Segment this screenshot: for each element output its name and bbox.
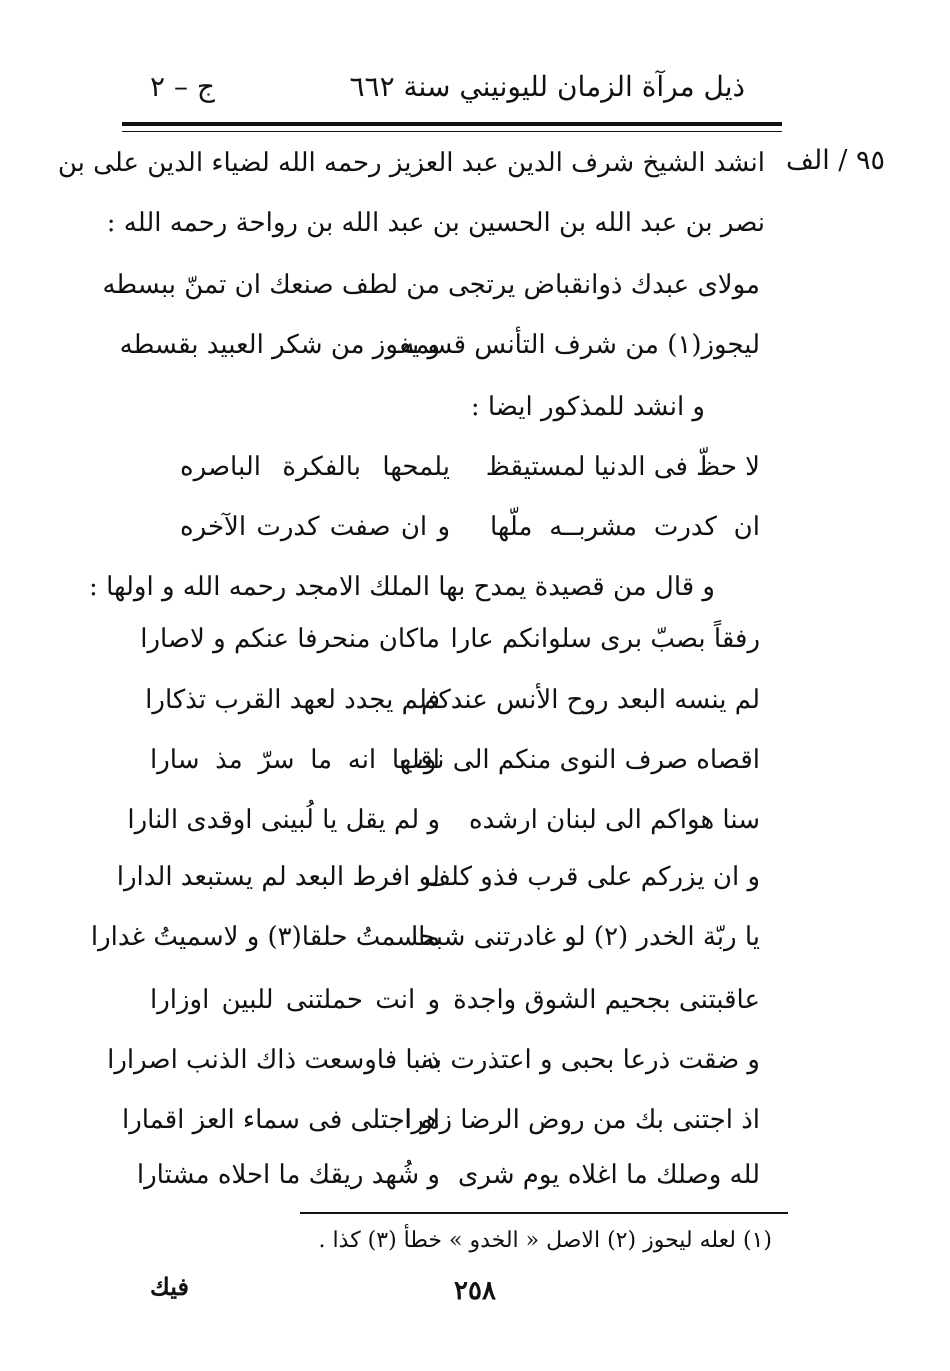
verse-line: [140, 685, 760, 725]
prose-line: و قال من قصيدة يمدح بها الملك الامجد رحمه الله و اولها :: [89, 572, 715, 602]
catchword: فيك: [150, 1272, 189, 1301]
verse-second-hemistich: ماسمتُ حلقا(٣) و لاسميتُ غدارا: [90, 922, 440, 952]
verse-second-hemistich: اقلها انه ما سرّ مذ سارا: [150, 745, 440, 775]
verse-second-hemistich: ماكان منحرفا عنكم و لاصارا: [140, 624, 440, 654]
page-number: ٢٥٨: [454, 1276, 496, 1306]
verse-line: [107, 1045, 760, 1085]
verse-second-hemistich: و انت حملتنى للبين اوزارا: [150, 985, 440, 1015]
verse-first-hemistich: ليجوز(١) من شرف التأنس قسمه: [401, 330, 760, 360]
footnote-rule: [300, 1212, 788, 1214]
verse-line: [127, 805, 760, 845]
verse-second-hemistich: و ان صفت كدرت الآخره: [180, 512, 450, 542]
footnote-text: (١) لعله ليحوز (٢) الاصل « الخدو » خطأ (٣) كذا .: [318, 1228, 772, 1253]
verse-second-hemistich: من لطف صنعك ان تمنّ ببسطه: [102, 270, 440, 300]
verse-second-hemistich: او اجتلى فى سماء العز اقمارا: [121, 1105, 440, 1135]
verse-first-hemistich: اذ اجتنى بك من روض الرضا زهرا: [404, 1105, 760, 1135]
verse-line: [140, 452, 760, 492]
prose-line: و انشد للمذكور ايضا :: [470, 392, 705, 422]
verse-line: [102, 270, 760, 310]
verse-first-hemistich: لم ينسه البعد روح الأنس عندكم: [421, 685, 760, 715]
running-header-title: ذيل مرآة الزمان لليونيني سنة ٦٦٢: [349, 70, 745, 103]
verse-line: [140, 512, 760, 552]
verse-line: [140, 624, 760, 664]
prose-line: انشد الشيخ شرف الدين عبد العزيز رحمه الله لضياء الدين على بن: [57, 148, 765, 178]
header-rule-thin: [122, 131, 782, 132]
folio-margin-note: ٩٥ / الف: [786, 145, 885, 176]
verse-first-hemistich: مولاى عبدك ذوانقباض يرتجى: [448, 270, 760, 300]
verse-first-hemistich: عاقبتنى بجحيم الشوق واجدة: [453, 985, 760, 1015]
verse-second-hemistich: ذنبا فاوسعت ذاك الذنب اصرارا: [107, 1045, 440, 1075]
verse-first-hemistich: و ضقت ذرعا بحبى و اعتذرت به: [420, 1045, 760, 1075]
header-rule-thick: [122, 122, 782, 126]
verse-first-hemistich: سنا هواكم الى لبنان ارشده: [469, 805, 760, 835]
verse-second-hemistich: لو افرط البعد لم يستبعد الدارا: [116, 862, 440, 892]
verse-first-hemistich: اقصاه صرف النوى منكم الى نوب: [399, 745, 760, 775]
verse-second-hemistich: و يفوز من شكر العبيد بقسطه: [119, 330, 440, 360]
verse-line: [136, 1160, 760, 1200]
verse-first-hemistich: ان كدرت مشربــه ملّها: [490, 512, 760, 542]
verse-first-hemistich: يا ربّة الخدر (٢) لو غادرتنى شبحا: [411, 922, 760, 952]
verse-second-hemistich: و لم يقل يا لُبينى اوقدى النارا: [127, 805, 440, 835]
running-header-volume: ج – ٢: [150, 70, 215, 103]
verse-first-hemistich: رفقاً بصبّ برى سلوانكم عارا: [450, 624, 760, 654]
verse-second-hemistich: يلمحها بالفكرة الباصره: [180, 452, 450, 482]
verse-first-hemistich: و ان يزركم على قرب فذو كلف: [424, 862, 760, 892]
verse-line: [121, 1105, 760, 1145]
verse-second-hemistich: و شُهد ريقك ما احلاه مشتارا: [136, 1160, 440, 1190]
verse-second-hemistich: فلم يجدد لعهد القرب تذكارا: [145, 685, 440, 715]
verse-line: [140, 745, 760, 785]
verse-line: [119, 330, 760, 370]
verse-line: [90, 922, 760, 962]
verse-line: [140, 985, 760, 1025]
verse-line: [116, 862, 760, 902]
verse-first-hemistich: لا حظّ فى الدنيا لمستيقظ: [485, 452, 760, 482]
prose-line: نصر بن عبد الله بن الحسين بن عبد الله بن رواحة رحمه الله :: [106, 208, 765, 238]
verse-first-hemistich: لله وصلك ما اغلاه يوم شرى: [458, 1160, 760, 1190]
